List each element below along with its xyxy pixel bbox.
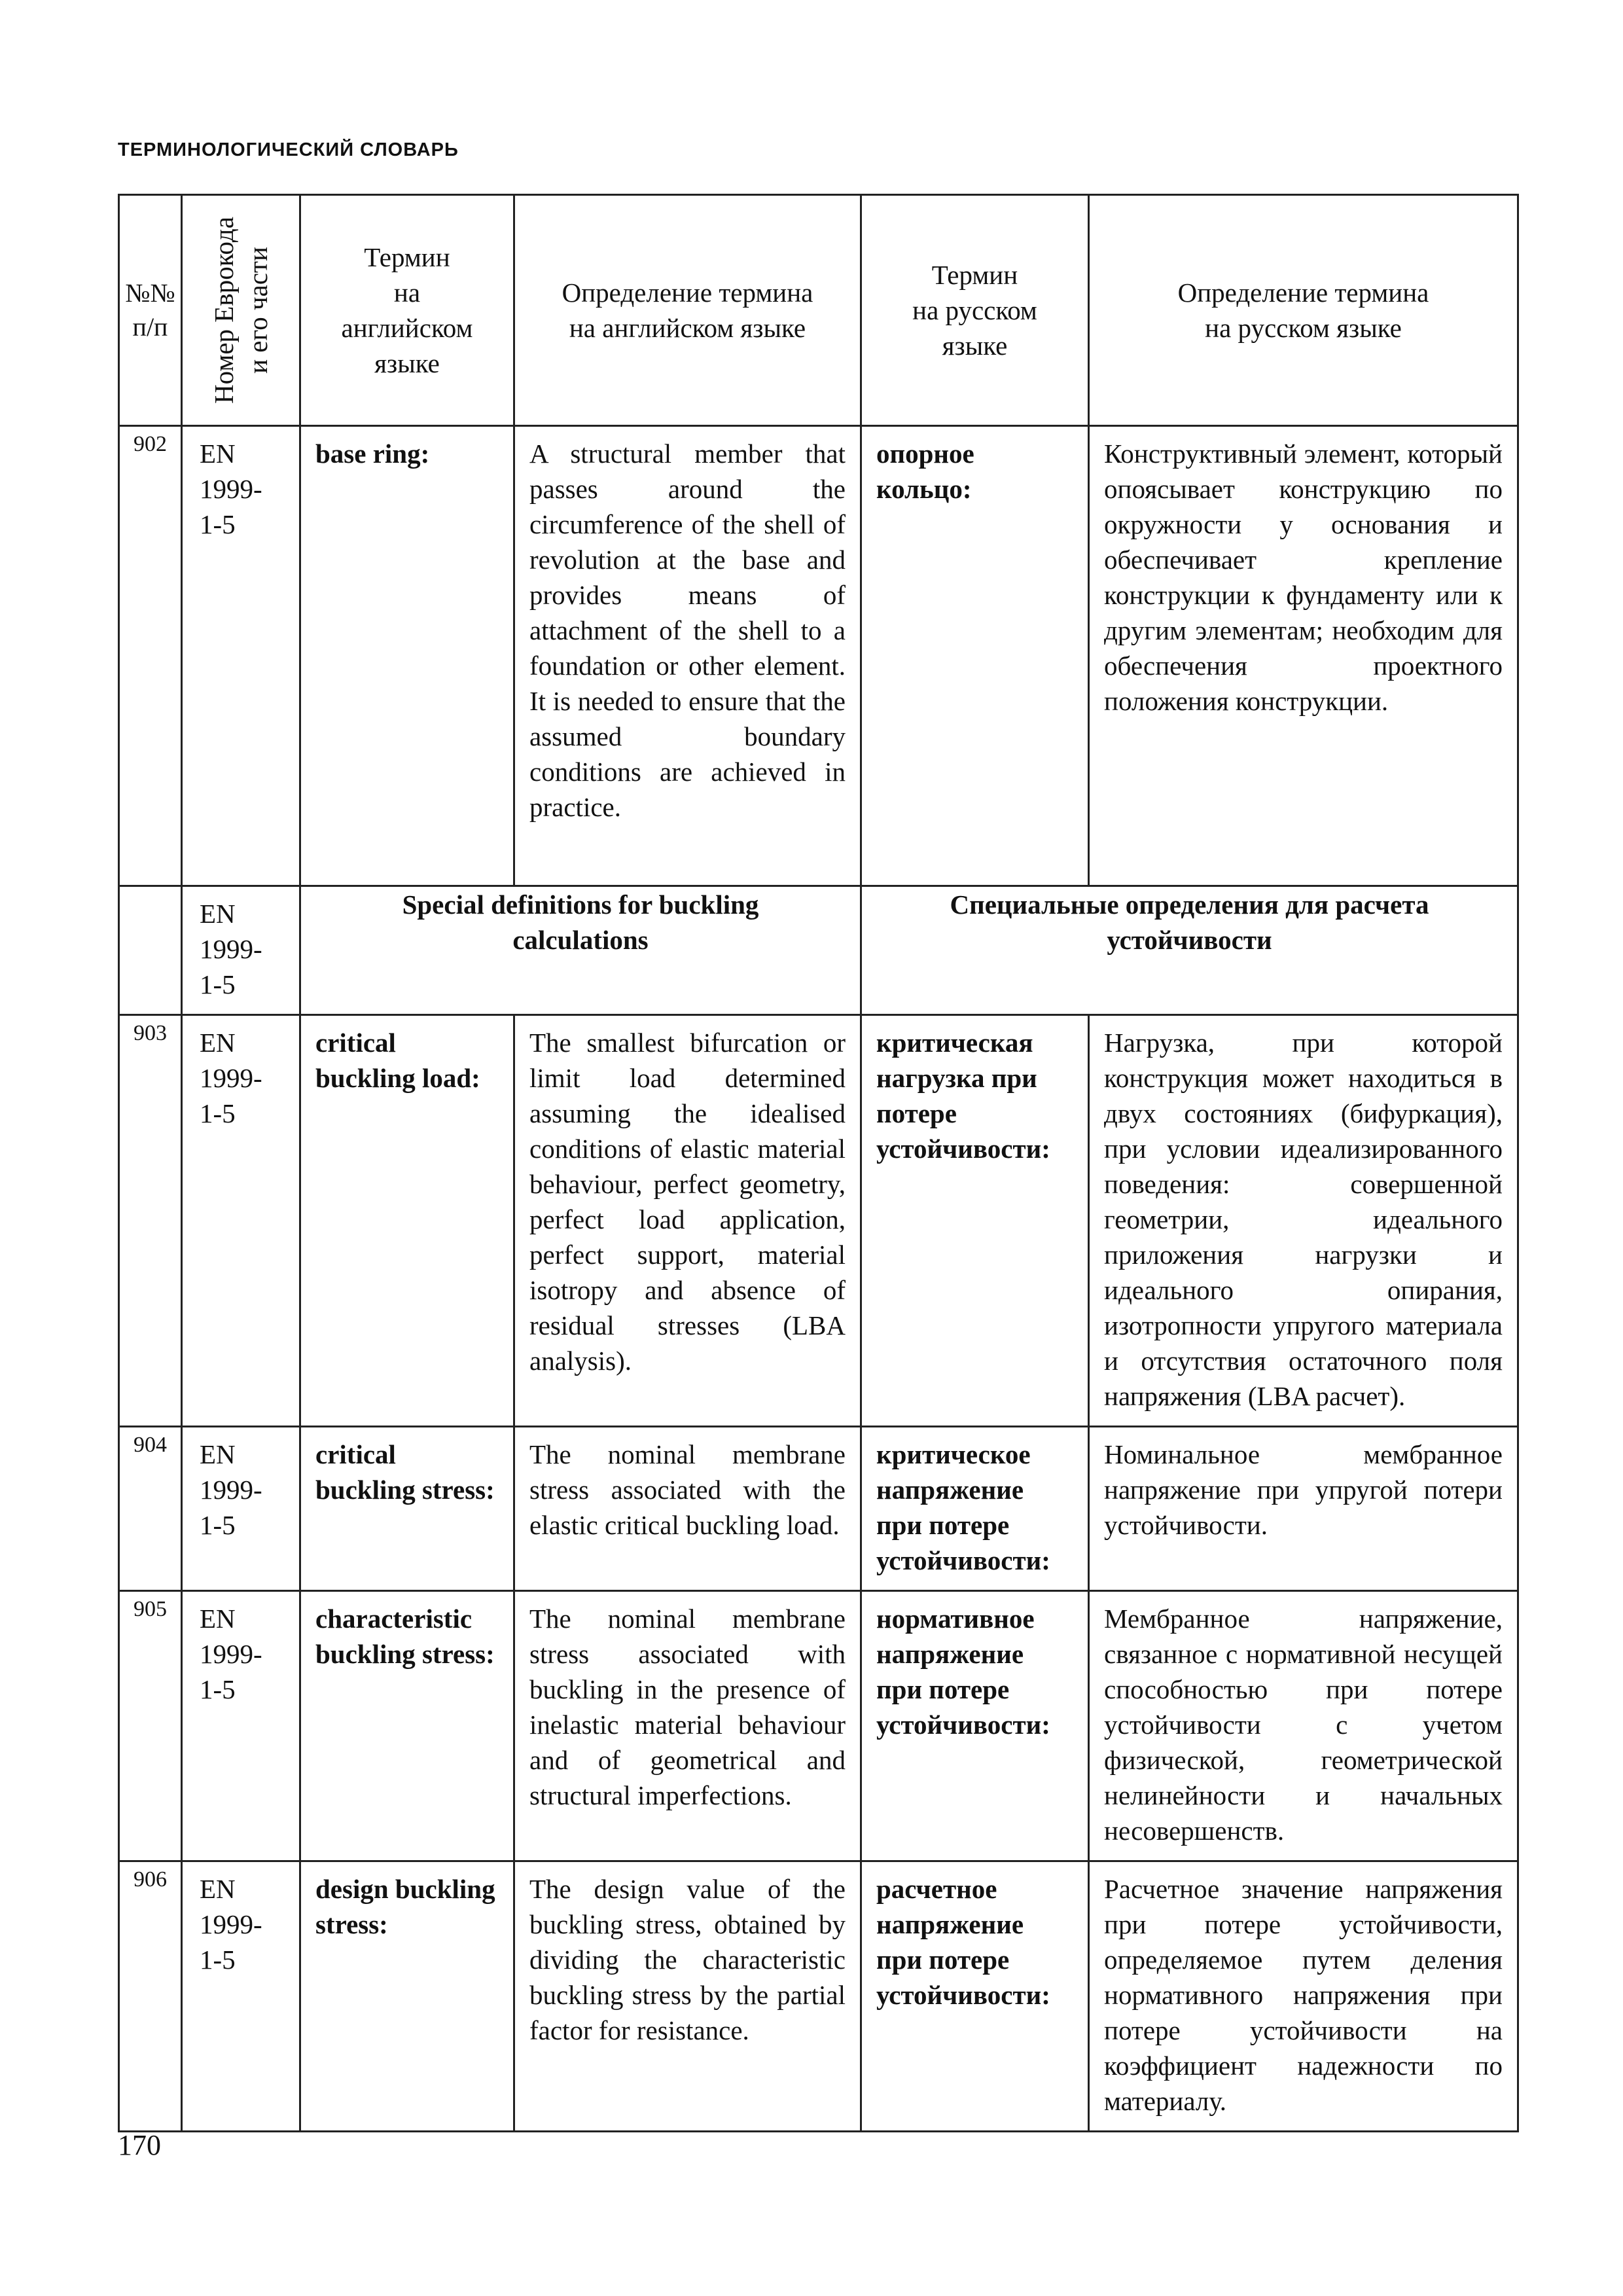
header-def-en-l1: Определение термина — [562, 278, 813, 308]
def-ru-text: Конструктивный элемент, который опоясывает конструкцию по окружности у основания и обеспечивает крепление конструкции к фундаменту или к другим элементам; необходим для обеспечения проектного положения конструкции. — [1104, 439, 1503, 716]
table-row — [119, 1861, 1518, 2132]
term-en-text: characteristic buckling stress: — [315, 1604, 495, 1669]
row-term-en — [300, 426, 514, 886]
header-def-ru — [1089, 195, 1518, 426]
def-ru-text: Мембранное напряжение, связанное с нормативной несущей способностью при потере устойчивости с учетом физической, геометрической нелинейности и начальных несовершенств. — [1104, 1604, 1503, 1846]
row-number: 903 — [119, 1015, 182, 1427]
row-def-ru — [1089, 426, 1518, 886]
term-en-text: critical buckling stress: — [315, 1439, 495, 1505]
term-en-text: critical buckling load: — [315, 1028, 480, 1093]
eurocode-line: 1999- — [200, 1909, 262, 1939]
row-def-en — [514, 1591, 861, 1861]
table-row — [119, 1015, 1518, 1427]
row-term-en — [300, 1861, 514, 2132]
row-eurocode — [182, 1861, 300, 2132]
section-eurocode — [182, 886, 300, 1015]
row-term-ru — [861, 1591, 1089, 1861]
row-term-ru — [861, 1015, 1089, 1427]
section-title-en — [300, 886, 861, 1015]
term-ru-text: критическая нагрузка при потере устойчивости: — [876, 1028, 1050, 1164]
table-header-row — [119, 195, 1518, 426]
section-row — [119, 886, 1518, 1015]
eurocode-line: 1-5 — [200, 1098, 236, 1128]
eurocode-line: 1-5 — [200, 1945, 236, 1975]
header-term-ru-l3: языке — [942, 331, 1008, 361]
eurocode-line: EN — [200, 1874, 236, 1904]
header-number-line2: п/п — [132, 312, 168, 342]
row-def-en — [514, 1427, 861, 1591]
header-term-en-l3: английском — [341, 313, 473, 343]
header-term-en — [300, 195, 514, 426]
eurocode-line: EN — [200, 1604, 236, 1634]
row-number: 904 — [119, 1427, 182, 1591]
row-def-en — [514, 426, 861, 886]
header-term-en-l1: Термин — [364, 242, 450, 272]
row-def-en — [514, 1015, 861, 1427]
table-row — [119, 1427, 1518, 1591]
def-en-text: The design value of the buckling stress, obtained by dividing the characteristic buckling stress by the partial factor for resistance. — [529, 1874, 846, 2045]
row-term-en — [300, 1015, 514, 1427]
row-eurocode — [182, 1427, 300, 1591]
eurocode-line: 1999- — [200, 934, 262, 964]
def-ru-text: Нагрузка, при которой конструкция может находиться в двух состояниях (бифуркация), при условии идеализированного поведения: совершенной геометрии, идеального приложения нагрузки и идеального опирания, изотропности упругого материала и отсутствия остаточного поля напряжения (LBA расчет). — [1104, 1028, 1503, 1411]
row-number: 902 — [119, 426, 182, 886]
header-term-ru — [861, 195, 1089, 426]
row-def-ru — [1089, 1015, 1518, 1427]
row-eurocode — [182, 426, 300, 886]
page-number: 170 — [118, 2129, 161, 2161]
row-term-ru — [861, 1861, 1089, 2132]
eurocode-line: 1999- — [200, 1063, 262, 1093]
row-term-ru — [861, 1427, 1089, 1591]
row-term-en — [300, 1591, 514, 1861]
def-en-text: The nominal membrane stress associated with buckling in the presence of inelastic material behaviour and of geometrical and structural imperfections. — [529, 1604, 846, 1810]
header-term-en-l4: языке — [374, 348, 440, 378]
section-number — [119, 886, 182, 1015]
section-title-ru — [861, 886, 1518, 1015]
row-def-ru — [1089, 1427, 1518, 1591]
def-en-text: A structural member that passes around the circumference of the shell of revolution at the base and provides means of attachment of the shell to a foundation or other element. It is needed to ensure that the assumed boundary conditions are achieved in practice. — [529, 439, 846, 822]
eurocode-line: EN — [200, 899, 236, 929]
header-number-line1: №№ — [125, 278, 175, 308]
row-def-en — [514, 1861, 861, 2132]
term-en-text: base ring: — [315, 439, 430, 469]
def-ru-text: Номинальное мембранное напряжение при упругой потери устойчивости. — [1104, 1439, 1503, 1540]
header-eurocode-rotated — [207, 206, 275, 415]
eurocode-line: 1999- — [200, 1639, 262, 1669]
def-en-text: The smallest bifurcation or limit load determined assuming the idealised conditions of elastic material behaviour, perfect geometry, perfect load application, perfect support, material isotropy and absence of residual stresses (LBA analysis). — [529, 1028, 846, 1376]
header-eurocode — [182, 195, 300, 426]
def-en-text: The nominal membrane stress associated with the elastic critical buckling load. — [529, 1439, 846, 1540]
eurocode-line: 1-5 — [200, 969, 236, 999]
eurocode-line: EN — [200, 1439, 236, 1469]
header-number — [119, 195, 182, 426]
table-row — [119, 1591, 1518, 1861]
row-number: 906 — [119, 1861, 182, 2132]
header-def-ru-l1: Определение термина — [1177, 278, 1429, 308]
eurocode-line: 1999- — [200, 1475, 262, 1505]
eurocode-line: 1-5 — [200, 1510, 236, 1540]
eurocode-line: 1-5 — [200, 509, 236, 539]
row-term-en — [300, 1427, 514, 1591]
row-number: 905 — [119, 1591, 182, 1861]
term-en-text: design buckling stress: — [315, 1874, 495, 1939]
term-ru-text: нормативное напряжение при потере устойчивости: — [876, 1604, 1050, 1740]
page-header: ТЕРМИНОЛОГИЧЕСКИЙ СЛОВАРЬ — [118, 139, 459, 160]
term-ru-text: опорное кольцо: — [876, 439, 974, 504]
eurocode-line: EN — [200, 439, 236, 469]
row-eurocode — [182, 1591, 300, 1861]
def-ru-text: Расчетное значение напряжения при потере устойчивости, определяемое путем деления нормативного напряжения при потере устойчивости на коэффициент надежности по материалу. — [1104, 1874, 1503, 2116]
table-row — [119, 426, 1518, 886]
eurocode-line: 1-5 — [200, 1674, 236, 1704]
row-def-ru — [1089, 1861, 1518, 2132]
header-def-en — [514, 195, 861, 426]
glossary-table — [118, 194, 1519, 2132]
header-eurocode-line2: и его части — [243, 247, 273, 374]
row-eurocode — [182, 1015, 300, 1427]
header-def-ru-l2: на русском языке — [1205, 313, 1402, 343]
term-ru-text: расчетное напряжение при потере устойчивости: — [876, 1874, 1050, 2010]
term-ru-text: критическое напряжение при потере устойчивости: — [876, 1439, 1050, 1575]
eurocode-line: 1999- — [200, 474, 262, 504]
eurocode-line: EN — [200, 1028, 236, 1058]
row-term-ru — [861, 426, 1089, 886]
row-def-ru — [1089, 1591, 1518, 1861]
header-term-ru-l2: на русском — [912, 295, 1037, 325]
section-title-ru-text: Специальные определения для расчета устойчивости — [950, 889, 1429, 955]
header-term-en-l2: на — [393, 278, 421, 308]
header-term-ru-l1: Термин — [931, 260, 1018, 290]
header-eurocode-line1: Номер Еврокода — [209, 217, 239, 404]
header-def-en-l2: на английском языке — [569, 313, 806, 343]
section-title-en-text: Special definitions for buckling calculations — [402, 889, 759, 955]
